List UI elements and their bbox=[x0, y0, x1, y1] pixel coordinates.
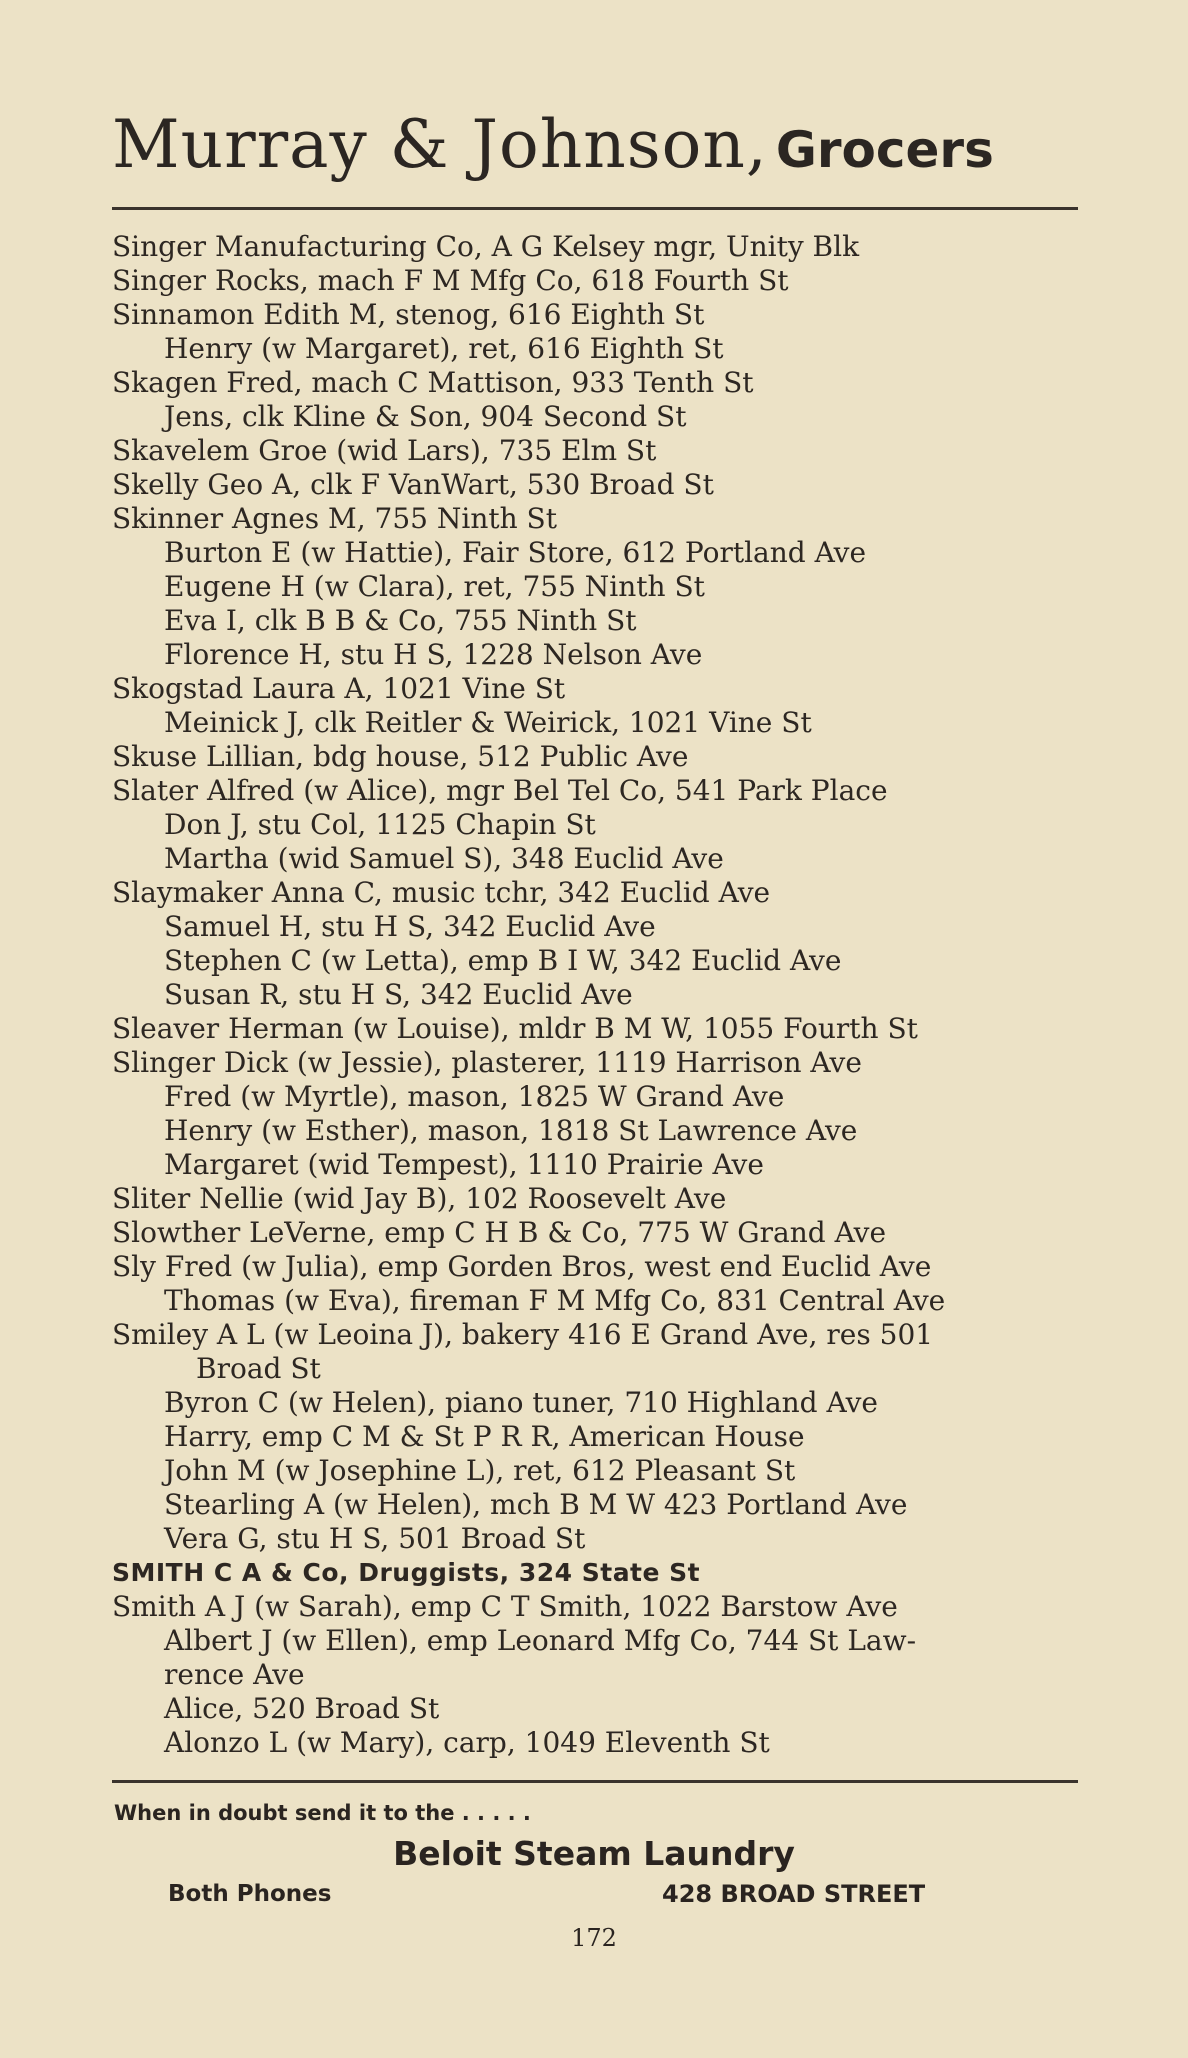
page-number: 172 bbox=[571, 1924, 617, 1952]
directory-entry: Slater Alfred (w Alice), mgr Bel Tel Co, 541 Park Place bbox=[112, 774, 888, 807]
directory-entry: Skagen Fred, mach C Mattison, 933 Tenth St bbox=[112, 366, 754, 399]
ad-address: 428 BROAD STREET bbox=[662, 1880, 926, 1908]
directory-entry: Smith A J (w Sarah), emp C T Smith, 1022 Barstow Ave bbox=[112, 1590, 898, 1623]
directory-entry: rence Ave bbox=[164, 1658, 305, 1691]
directory-entry: Skelly Geo A, clk F VanWart, 530 Broad St bbox=[112, 468, 714, 501]
directory-entry: Broad St bbox=[196, 1352, 321, 1385]
directory-entry: Vera G, stu H S, 501 Broad St bbox=[164, 1522, 586, 1555]
directory-entry: Samuel H, stu H S, 342 Euclid Ave bbox=[164, 910, 656, 943]
directory-entry: Slowther LeVerne, emp C H B & Co, 775 W Grand Ave bbox=[112, 1216, 887, 1249]
directory-entry: Meinick J, clk Reitler & Weirick, 1021 Vine St bbox=[164, 706, 812, 739]
directory-entry: Henry (w Esther), mason, 1818 St Lawrence Ave bbox=[164, 1114, 858, 1147]
directory-entry: Burton E (w Hattie), Fair Store, 612 Portland Ave bbox=[164, 536, 867, 569]
footer-divider bbox=[112, 1780, 1078, 1783]
directory-entry: Stephen C (w Letta), emp B I W, 342 Euclid Ave bbox=[164, 944, 842, 977]
directory-entry: Slinger Dick (w Jessie), plasterer, 1119 Harrison Ave bbox=[112, 1046, 862, 1079]
directory-entry: Susan R, stu H S, 342 Euclid Ave bbox=[164, 978, 633, 1011]
directory-entry: Eva I, clk B B & Co, 755 Ninth St bbox=[164, 604, 637, 637]
directory-entry: Sly Fred (w Julia), emp Gorden Bros, west end Euclid Ave bbox=[112, 1250, 932, 1283]
directory-entry: Singer Rocks, mach F M Mfg Co, 618 Fourth St bbox=[112, 264, 789, 297]
directory-entry: Skuse Lillian, bdg house, 512 Public Ave bbox=[112, 740, 689, 773]
directory-entry: Singer Manufacturing Co, A G Kelsey mgr, Unity Blk bbox=[112, 230, 860, 263]
ad-business-name: Beloit Steam Laundry bbox=[393, 1834, 795, 1873]
directory-entry: Eugene H (w Clara), ret, 755 Ninth St bbox=[164, 570, 705, 603]
directory-entry: Skavelem Groe (wid Lars), 735 Elm St bbox=[112, 434, 657, 467]
ad-phones: Both Phones bbox=[168, 1881, 332, 1907]
directory-entry: Stearling A (w Helen), mch B M W 423 Portland Ave bbox=[164, 1488, 908, 1521]
directory-entry: Fred (w Myrtle), mason, 1825 W Grand Ave bbox=[164, 1080, 785, 1113]
directory-entry: Harry, emp C M & St P R R, American House bbox=[164, 1420, 805, 1453]
directory-entries bbox=[112, 230, 1082, 1760]
header-divider bbox=[112, 207, 1078, 210]
directory-entry: Margaret (wid Tempest), 1110 Prairie Ave bbox=[164, 1148, 764, 1181]
directory-entry: Skogstad Laura A, 1021 Vine St bbox=[112, 672, 566, 705]
directory-entry: SMITH C A & Co, Druggists, 324 State St bbox=[112, 1558, 701, 1587]
directory-entry: Alice, 520 Broad St bbox=[164, 1692, 440, 1725]
directory-entry: Jens, clk Kline & Son, 904 Second St bbox=[164, 400, 687, 433]
directory-entry: Smiley A L (w Leoina J), bakery 416 E Grand Ave, res 501 bbox=[112, 1318, 934, 1351]
header-title: Murray & Johnson, bbox=[112, 106, 768, 183]
directory-entry: Skinner Agnes M, 755 Ninth St bbox=[112, 502, 557, 535]
directory-entry: Slaymaker Anna C, music tchr, 342 Euclid Ave bbox=[112, 876, 771, 909]
ad-tagline: When in doubt send it to the . . . . . bbox=[114, 1801, 531, 1825]
directory-entry: Sleaver Herman (w Louise), mldr B M W, 1055 Fourth St bbox=[112, 1012, 918, 1045]
directory-entry: John M (w Josephine L), ret, 612 Pleasant St bbox=[164, 1454, 796, 1487]
directory-entry: Henry (w Margaret), ret, 616 Eighth St bbox=[164, 332, 724, 365]
directory-entry: Martha (wid Samuel S), 348 Euclid Ave bbox=[164, 842, 724, 875]
header-subtitle: Grocers bbox=[775, 121, 994, 179]
directory-entry: Sliter Nellie (wid Jay B), 102 Roosevelt Ave bbox=[112, 1182, 727, 1215]
directory-entry: Don J, stu Col, 1125 Chapin St bbox=[164, 808, 596, 841]
directory-entry: Byron C (w Helen), piano tuner, 710 Highland Ave bbox=[164, 1386, 878, 1419]
directory-entry: Thomas (w Eva), fireman F M Mfg Co, 831 Central Ave bbox=[164, 1284, 946, 1317]
page-header bbox=[112, 100, 1082, 190]
directory-entry: Albert J (w Ellen), emp Leonard Mfg Co, 744 St Law- bbox=[164, 1624, 917, 1657]
directory-entry: Florence H, stu H S, 1228 Nelson Ave bbox=[164, 638, 703, 671]
directory-entry: Alonzo L (w Mary), carp, 1049 Eleventh St bbox=[164, 1726, 770, 1759]
directory-entry: Sinnamon Edith M, stenog, 616 Eighth St bbox=[112, 298, 705, 331]
